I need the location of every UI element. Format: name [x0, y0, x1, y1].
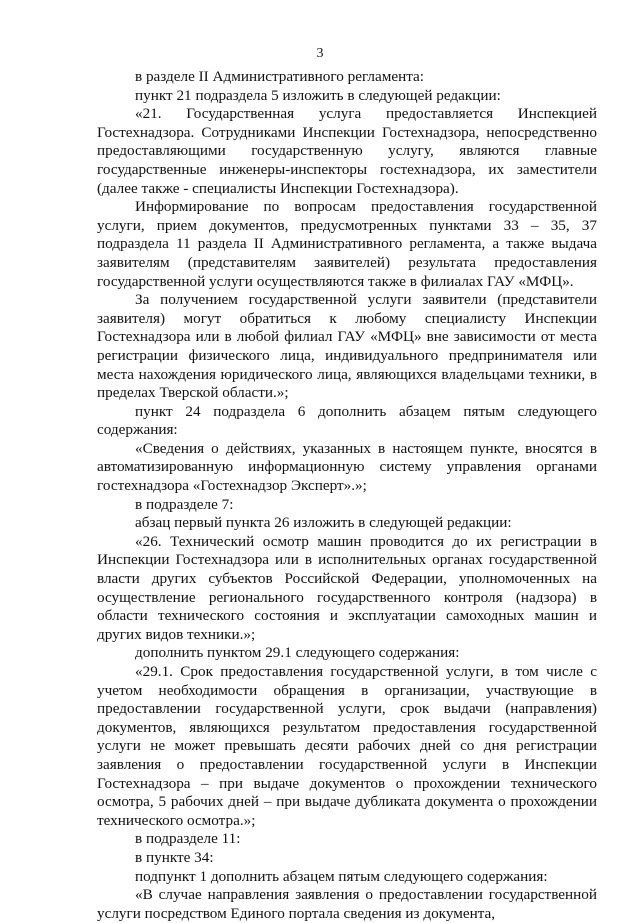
paragraph-informing: Информирование по вопросам предоставления государственной услуги, прием документов, предусмотренных пунктами 33 – 35, 37 подраздела 11 раздела II Административного регламента, а также выдача заявителям (представителям заявителей) результата предоставления государственной услуги осуществляются также в филиалах ГАУ «МФЦ». — [97, 198, 597, 290]
paragraph-item-26-instruction: абзац первый пункта 26 изложить в следующей редакции: — [135, 514, 512, 532]
paragraph-item-29-1-text: «29.1. Срок предоставления государственной услуги, в том числе с учетом необходимости обращения в организации, участвующие в предоставлении государственной услуги, срок выдачи (направления) документов, являющихся результатом предоставления государственной услуги не может превышать десяти рабочих дней со дня регистрации заявления о предоставлении государственной услуги в Инспекции Гостехнадзора – при выдаче документов о прохождении технического осмотра, 5 рабочих дней – при выдаче дубликата документа о прохождении технического осмотра.»; — [97, 663, 597, 829]
page-number: 3 — [316, 46, 324, 61]
paragraph-subitem-1-instruction: подпункт 1 дополнить абзацем пятым следующего содержания: — [135, 867, 548, 885]
paragraph-item-26-text: «26. Технический осмотр машин проводится до их регистрации в Инспекции Гостехнадзора или в исполнительных органах государственной власти других субъектов Российской Федерации, уполномоченных на осуществление регионального государственного контроля (надзора) в области технического состояния и эксплуатации самоходных машин и других видов техники.»; — [97, 532, 597, 643]
paragraph-applicants: За получением государственной услуги заявители (представители заявителя) могут обратиться к любому специалисту Инспекции Гостехнадзора или в любой филиал ГАУ «МФЦ» вне зависимости от места регистрации физического лица, индивидуального предпринимателя или места нахождения юридического лица, являющихся владельцами техники, в пределах Тверской области.»; — [97, 291, 597, 402]
paragraph-subsection-11: в подразделе 11: — [135, 830, 241, 848]
document-body — [97, 68, 597, 923]
paragraph-item-21-instruction: пункт 21 подраздела 5 изложить в следующей редакции: — [135, 86, 501, 104]
paragraph-item-29-1-instruction: дополнить пунктом 29.1 следующего содержания: — [135, 644, 460, 662]
paragraph-portal-text: «В случае направления заявления о предоставлении государственной услуги посредством Единого портала сведения из документа, — [97, 886, 597, 922]
paragraph-item-24-text: «Сведения о действиях, указанных в настоящем пункте, вносятся в автоматизированную информационную систему управления органами гостехнадзора «Гостехнадзор Эксперт».»; — [97, 439, 597, 495]
paragraph-section-ii-intro: в разделе II Административного регламента: — [135, 68, 424, 85]
paragraph-item-24-instruction: пункт 24 подраздела 6 дополнить абзацем пятым следующего содержания: — [97, 402, 597, 439]
paragraph-item-21-text: «21. Государственная услуга предоставляется Инспекцией Гостехнадзора. Сотрудниками Инспекции Гостехнадзора, непосредственно предоставляющими государственную услугу, являются главные государственные инженеры-инспекторы гостехнадзора, их заместители (далее также - специалисты Инспекции Гостехнадзора). — [97, 105, 597, 197]
paragraph-item-34: в пункте 34: — [135, 848, 214, 866]
paragraph-subsection-7: в подразделе 7: — [135, 495, 234, 513]
